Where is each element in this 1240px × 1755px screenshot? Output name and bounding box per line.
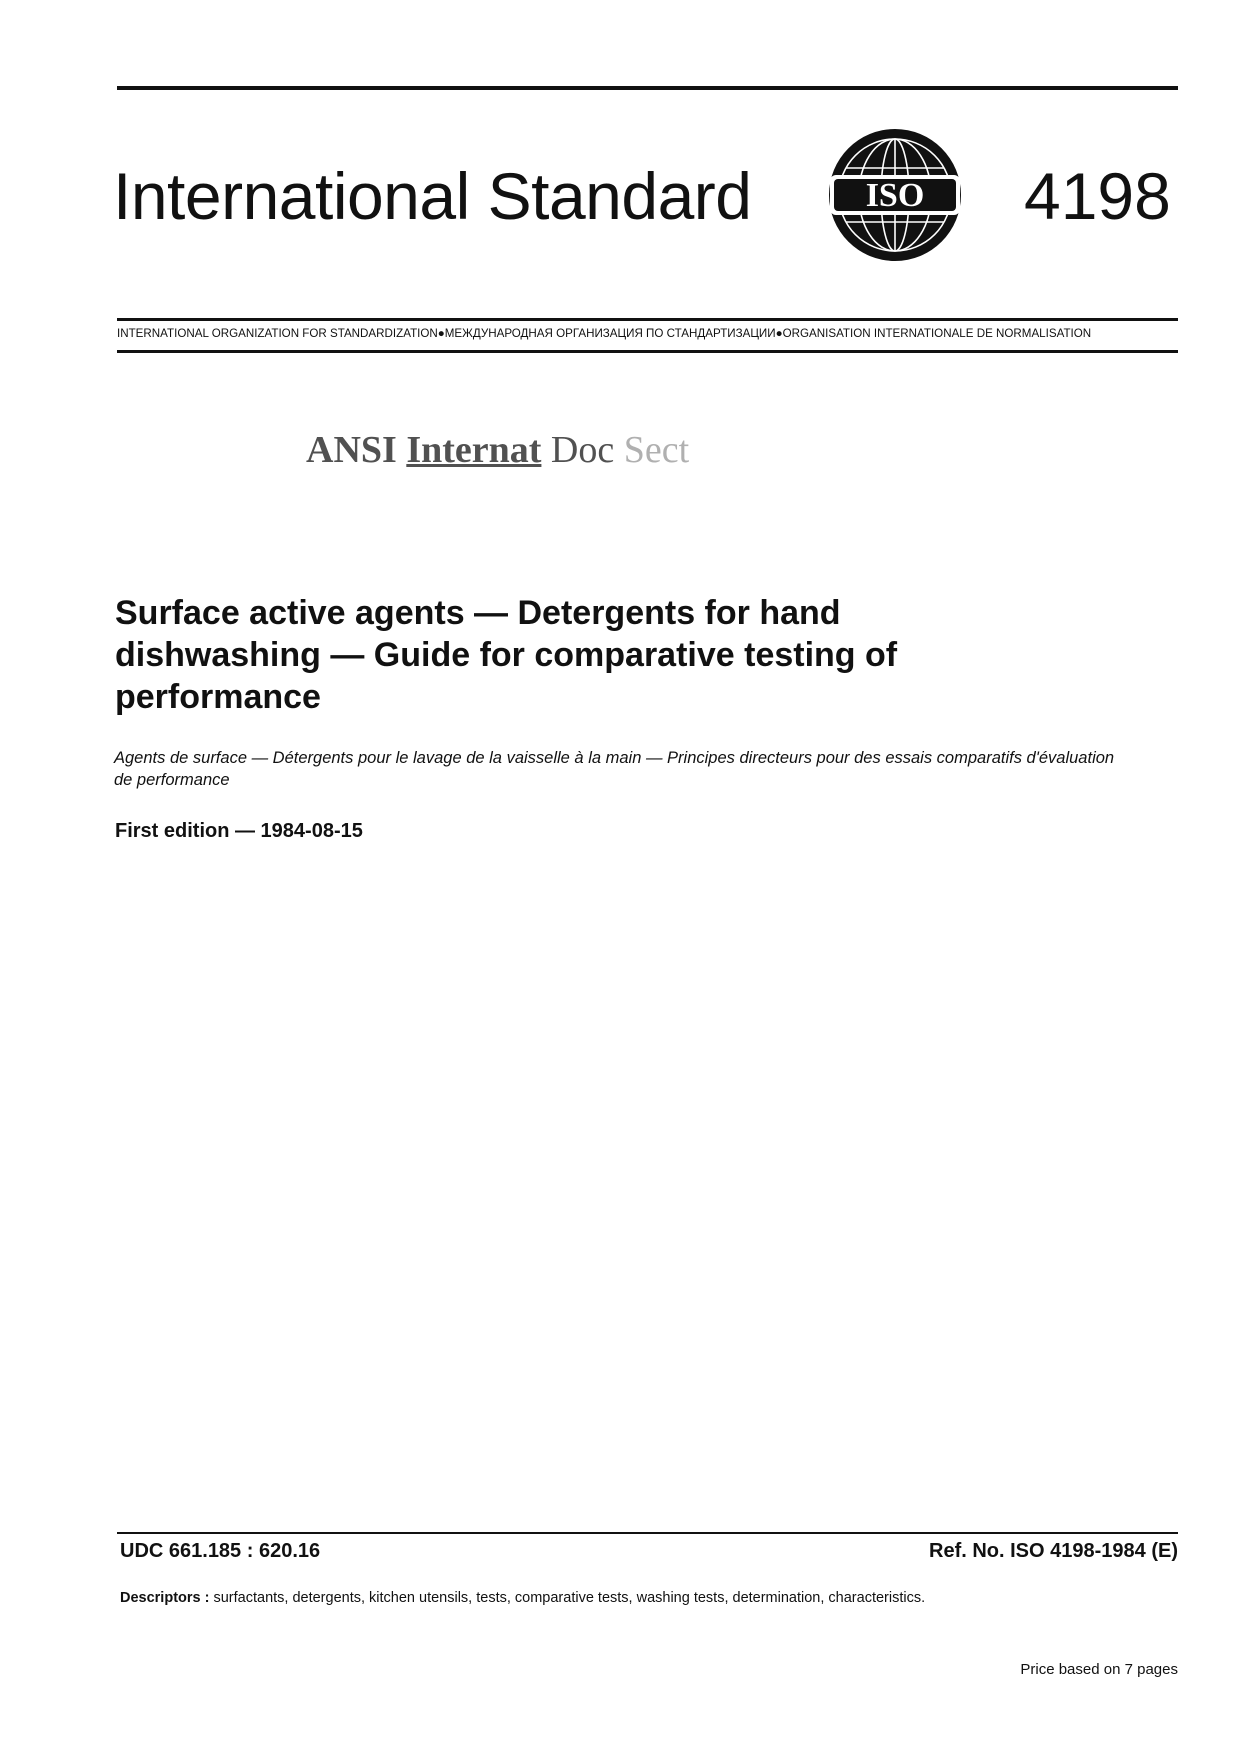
org-rule-bottom (117, 350, 1178, 353)
english-title: Surface active agents — Detergents for hand dishwashing — Guide for comparative testing of performance (115, 594, 898, 716)
iso-logo (826, 126, 964, 264)
stamp-part-3: Doc (550, 429, 615, 471)
french-title: Agents de surface — Détergents pour le lavage de la vaisselle à la main — Principes directeurs pour des essais comparatifs d'évaluation de performance (114, 749, 1115, 789)
top-rule (117, 86, 1178, 90)
ansi-stamp (306, 428, 689, 472)
stamp-part-1: ANSI (306, 429, 397, 471)
iso-logo-text: ISO (865, 177, 925, 214)
stamp-part-4: Sect (623, 429, 690, 471)
standard-number: 4198 (1024, 159, 1171, 233)
footer-rule (117, 1532, 1178, 1534)
org-rule-top (117, 318, 1178, 321)
descriptors-list: surfactants, detergents, kitchen utensils, tests, comparative tests, washing tests, determination, characteristics. (213, 1590, 926, 1606)
stamp-part-2: Internat (406, 429, 542, 471)
descriptors-label: Descriptors : (120, 1590, 210, 1606)
edition-line: First edition — 1984-08-15 (115, 820, 363, 842)
document-type-title: International Standard (113, 159, 752, 233)
descriptors-line (120, 1590, 925, 1606)
udc-number: UDC 661.185 : 620.16 (120, 1540, 321, 1562)
price-note: Price based on 7 pages (1020, 1661, 1178, 1678)
reference-number: Ref. No. ISO 4198-1984 (E) (929, 1540, 1178, 1562)
organization-line: INTERNATIONAL ORGANIZATION FOR STANDARDIZATION●МЕЖДУНАРОДНАЯ ОРГАНИЗАЦИЯ ПО СТАНДАРТИЗАЦИИ●ORGANISATION INTERNATIONALE DE NORMALISATION (117, 327, 1092, 340)
